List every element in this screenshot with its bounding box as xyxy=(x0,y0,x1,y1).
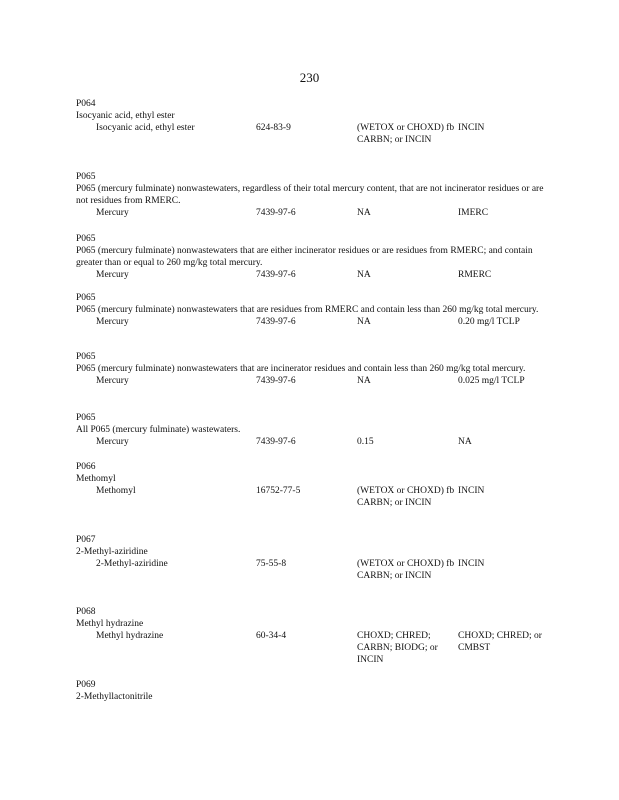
cas-number: 7439-97-6 xyxy=(256,437,296,447)
constituent-row xyxy=(76,375,546,387)
waste-name: Methyl hydrazine xyxy=(76,619,144,629)
constituent-row xyxy=(76,436,546,448)
cas-number: 16752-77-5 xyxy=(256,486,301,496)
waste-entry xyxy=(76,292,546,328)
wastewater-standard: NA xyxy=(458,437,472,447)
nonwastewater-standard: (WETOX or CHOXD) fb CARBN; or INCIN xyxy=(357,486,455,508)
constituent-name: Mercury xyxy=(96,270,129,280)
waste-code: P068 xyxy=(76,607,96,617)
waste-description: P065 (mercury fulminate) nonwastewaters that are residues from RMERC and contain less than 260 mg/kg total mercury. xyxy=(76,305,539,315)
wastewater-standard: IMERC xyxy=(458,208,489,218)
wastewater-standard: INCIN xyxy=(458,486,485,496)
waste-entry xyxy=(76,233,546,281)
cas-number: 624-83-9 xyxy=(256,123,291,133)
cas-number: 7439-97-6 xyxy=(256,317,296,327)
nonwastewater-standard: CHOXD; CHRED; CARBN; BIODG; or INCIN xyxy=(357,631,438,665)
waste-entry xyxy=(76,98,546,158)
waste-code: P065 xyxy=(76,293,96,303)
cas-number: 7439-97-6 xyxy=(256,376,296,386)
constituent-row xyxy=(76,558,546,594)
waste-name: Isocyanic acid, ethyl ester xyxy=(76,111,175,121)
waste-entry xyxy=(76,461,546,521)
waste-entry xyxy=(76,171,546,219)
waste-code: P065 xyxy=(76,234,96,244)
waste-entry xyxy=(76,412,546,448)
wastewater-standard: INCIN xyxy=(458,559,485,569)
waste-code: P064 xyxy=(76,99,96,109)
constituent-row xyxy=(76,207,546,219)
cas-number: 7439-97-6 xyxy=(256,208,296,218)
wastewater-standard: INCIN xyxy=(458,123,485,133)
waste-name: 2-Methyllactonitrile xyxy=(76,692,153,702)
nonwastewater-standard: NA xyxy=(357,208,371,218)
waste-entry xyxy=(76,351,546,387)
constituent-row xyxy=(76,122,546,158)
wastewater-standard: 0.20 mg/l TCLP xyxy=(458,317,520,327)
constituent-row xyxy=(76,485,546,521)
waste-code: P069 xyxy=(76,680,96,690)
waste-description: P065 (mercury fulminate) nonwastewaters that are incinerator residues and contain less than 260 mg/kg total mercury. xyxy=(76,364,526,374)
nonwastewater-standard: NA xyxy=(357,270,371,280)
wastewater-standard: CHOXD; CHRED; or CMBST xyxy=(458,631,542,653)
constituent-name: Mercury xyxy=(96,317,129,327)
waste-description: All P065 (mercury fulminate) wastewaters. xyxy=(76,425,241,435)
waste-code: P066 xyxy=(76,462,96,472)
waste-description: P065 (mercury fulminate) nonwastewaters that are either incinerator residues or are residues from RMERC; and contain greater than or equal to 260 mg/kg total mercury. xyxy=(76,246,533,268)
waste-entry xyxy=(76,679,546,703)
nonwastewater-standard: (WETOX or CHOXD) fb CARBN; or INCIN xyxy=(357,559,455,581)
nonwastewater-standard: 0.15 xyxy=(357,437,374,447)
waste-name: 2-Methyl-aziridine xyxy=(76,547,148,557)
waste-description: P065 (mercury fulminate) nonwastewaters, regardless of their total mercury content, that are not incinerator residues or are not residues from RMERC. xyxy=(76,184,544,206)
constituent-row xyxy=(76,316,546,328)
waste-code: P065 xyxy=(76,172,96,182)
constituent-name: 2-Methyl-aziridine xyxy=(96,559,168,569)
nonwastewater-standard: NA xyxy=(357,376,371,386)
nonwastewater-standard: (WETOX or CHOXD) fb CARBN; or INCIN xyxy=(357,123,455,145)
wastewater-standard: RMERC xyxy=(458,270,492,280)
constituent-name: Mercury xyxy=(96,376,129,386)
constituent-row xyxy=(76,269,546,281)
cas-number: 60-34-4 xyxy=(256,631,287,641)
waste-code: P067 xyxy=(76,535,96,545)
waste-entry xyxy=(76,534,546,594)
page-number: 230 xyxy=(299,70,320,85)
cas-number: 75-55-8 xyxy=(256,559,287,569)
wastewater-standard: 0.025 mg/l TCLP xyxy=(458,376,525,386)
constituent-name: Methomyl xyxy=(96,486,136,496)
constituent-name: Mercury xyxy=(96,208,129,218)
constituent-row xyxy=(76,630,546,666)
waste-name: Methomyl xyxy=(76,474,116,484)
cas-number: 7439-97-6 xyxy=(256,270,296,280)
nonwastewater-standard: NA xyxy=(357,317,371,327)
constituent-name: Mercury xyxy=(96,437,129,447)
waste-entry xyxy=(76,606,546,666)
constituent-name: Isocyanic acid, ethyl ester xyxy=(96,123,195,133)
waste-code: P065 xyxy=(76,413,96,423)
constituent-name: Methyl hydrazine xyxy=(96,631,164,641)
waste-code: P065 xyxy=(76,352,96,362)
